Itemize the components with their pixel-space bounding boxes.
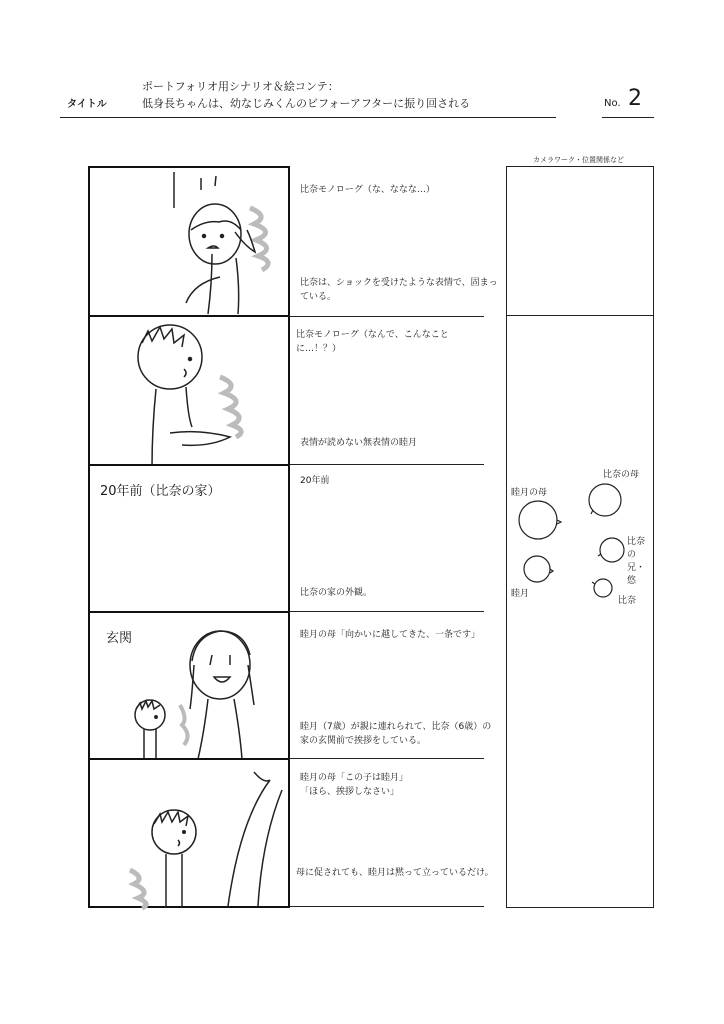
- cut-4-desc-bottom: 睦月（7歳）が親に連れられて、比奈（6歳）の家の玄関前で挨拶をしている。: [300, 722, 492, 746]
- cut-4-camera-box: [506, 611, 654, 760]
- cut-4-frame: [88, 611, 290, 760]
- label-hina: 比奈: [618, 596, 637, 606]
- cut-4-desc-top: 睦月の母「向かいに越してきた、一条です」: [300, 630, 481, 640]
- cut-1-desc-bottom: 比奈は、ショックを受けたような表情で、固まっている。: [300, 278, 498, 302]
- label-mutsuki-mother: 睦月の母: [511, 488, 548, 498]
- cut-3-desc-top: 20年前: [300, 476, 330, 486]
- cut-4-scene-label: 玄関: [106, 631, 133, 646]
- label-hina-mother: 比奈の母: [603, 470, 640, 480]
- number-value: 2: [628, 86, 642, 111]
- cut-5-camera-box: [506, 758, 654, 908]
- cut-1-frame: [88, 166, 290, 317]
- cut-2-divider: [290, 464, 484, 465]
- title-underline: [60, 117, 556, 118]
- label-mutsuki: 睦月: [511, 589, 530, 599]
- cut-2-desc-top: 比奈モノローグ（なんで、こんなことに…！？）: [296, 330, 449, 354]
- cut-1-drawing: [90, 168, 292, 319]
- cut-5-divider: [290, 906, 484, 907]
- title-label: タイトル: [67, 99, 107, 110]
- cut-3-scene-label: 20年前（比奈の家）: [100, 484, 221, 499]
- cut-4-drawing: [90, 613, 292, 762]
- cut-5-frame: [88, 758, 290, 908]
- cut-5-desc-top: 睦月の母「この子は睦月」 「ほら、挨拶しなさい」: [300, 773, 409, 797]
- cut-1-camera-box: [506, 166, 654, 317]
- cut-2-camera-box: [506, 315, 654, 466]
- cut-1-desc-top: 比奈モノローグ（な、ななな…）: [300, 185, 435, 195]
- cut-2-frame: [88, 315, 290, 466]
- cut-4-divider: [290, 758, 484, 759]
- cut-2-drawing: [90, 317, 292, 468]
- cut-3-camera-box: [506, 464, 654, 613]
- cut-5-drawing: [90, 760, 292, 910]
- cut-3-frame: [88, 464, 290, 613]
- title-line-2: 低身長ちゃんは、幼なじみくんのビフォーアフターに振り回される: [142, 97, 471, 110]
- cut-5-desc-bottom: 母に促されても、睦月は黙って立っているだけ。: [296, 868, 494, 878]
- cut-3-divider: [290, 611, 484, 612]
- cut-3-desc-bottom: 比奈の家の外観。: [300, 588, 373, 598]
- cut-1-divider: [290, 316, 484, 317]
- title-line-1: ポートフォリオ用シナリオ＆絵コンテ：: [142, 80, 339, 93]
- cut-2-desc-bottom: 表情が読めない無表情の睦月: [300, 438, 418, 448]
- number-label: No.: [604, 98, 621, 109]
- label-hina-brother: 比奈の兄・ 悠: [627, 537, 646, 586]
- camera-column-header: カメラワーク・位置関係など: [533, 156, 624, 164]
- number-underline: [602, 117, 654, 118]
